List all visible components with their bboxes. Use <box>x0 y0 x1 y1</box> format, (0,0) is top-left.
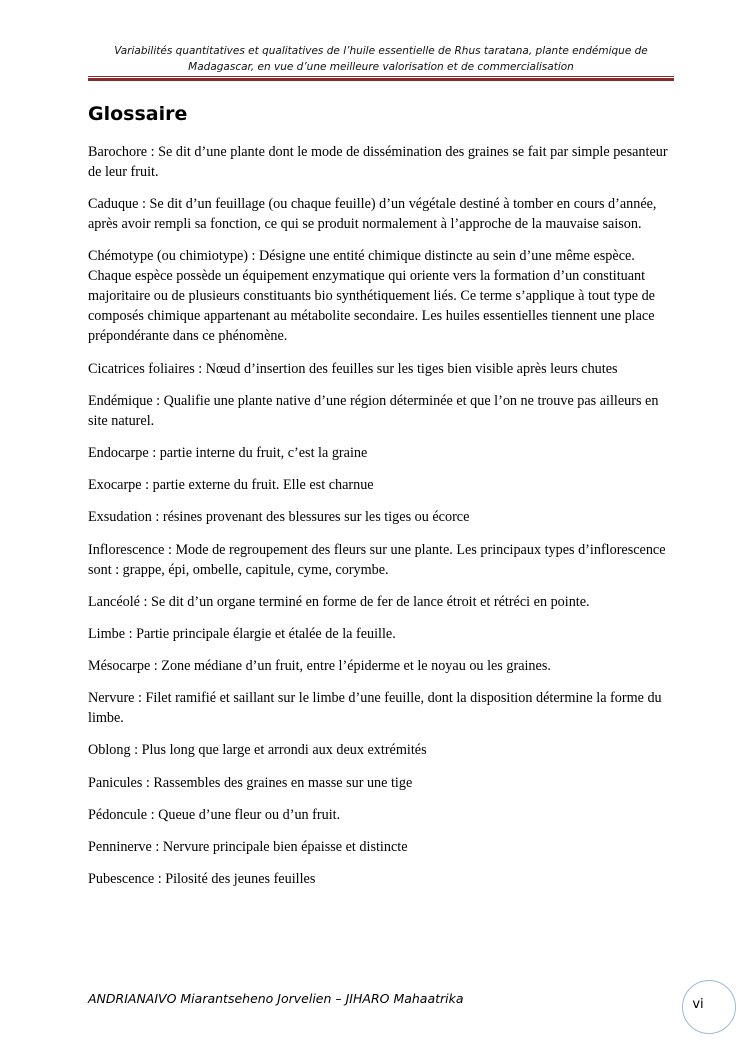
glossary-entry-caduque: Caduque : Se dit d’un feuillage (ou chaque feuille) d’un végétale destiné à tomber en cours d’année, après avoir rempli sa fonction, ce qui se produit normalement à l’approche de la mauvaise saison. <box>88 196 657 233</box>
glossary-entry-endocarpe: Endocarpe : partie interne du fruit, c’est la graine <box>88 444 368 461</box>
glossary-entry-lanceole: Lancéolé : Se dit d’un organe terminé en forme de fer de lance étroit et rétréci en pointe. <box>88 593 590 610</box>
glossary-entry-oblong: Oblong : Plus long que large et arrondi aux deux extrémités <box>88 742 427 759</box>
glossary-entry-barochore: Barochore : Se dit d’une plante dont le mode de dissémination des graines se fait par simple pesanteur de leur fruit. <box>88 144 668 180</box>
page-number: vi <box>692 997 704 1012</box>
header-rule-thin <box>88 76 674 77</box>
glossary-entry-endemique: Endémique : Qualifie une plante native d’une région déterminée et que l’on ne trouve pas ailleurs en site naturel. <box>88 392 659 429</box>
footer-author: ANDRIANAIVO Miarantseheno Jorvelien – JIHARO Mahaatrika <box>88 991 464 1006</box>
glossary-entry-pedoncule: Pédoncule : Queue d’une fleur ou d’un fruit. <box>88 806 341 823</box>
glossary-entry-panicules: Panicules : Rassembles des graines en masse sur une tige <box>88 774 413 791</box>
glossary-entry-exsudation: Exsudation : résines provenant des blessures sur les tiges ou écorce <box>88 509 470 526</box>
header-line-1: Variabilités quantitatives et qualitatives de l’huile essentielle de Rhus taratana, plante endémique de <box>114 45 648 57</box>
glossary-entry-chemotype: Chémotype (ou chimiotype) : Désigne une entité chimique distincte au sein d’une même espèce. Chaque espèce possède un équipement enzymatique qui oriente vers la formation d’un constituant majoritaire ou de plusieurs constituants bio synthétiquement liés. Ce terme s’applique à tout type de composés chimique appartenant au métabolite secondaire. Les huiles essentielles tiennent une place prépondérante dans ce phénomène. <box>88 248 655 345</box>
glossary-entry-nervure: Nervure : Filet ramifié et saillant sur le limbe d’une feuille, dont la disposition détermine la forme du limbe. <box>88 690 662 727</box>
page-title: Glossaire <box>88 103 188 125</box>
header-line-2: Madagascar, en vue d’une meilleure valorisation et de commercialisation <box>188 61 574 73</box>
page-number-badge <box>682 980 736 1034</box>
glossary-entry-mesocarpe: Mésocarpe : Zone médiane d’un fruit, entre l’épiderme et le noyau ou les graines. <box>88 658 551 675</box>
glossary-list <box>88 142 678 901</box>
header-rule-thick <box>88 78 674 81</box>
glossary-entry-cicatrices-foliaires: Cicatrices foliaires : Nœud d’insertion des feuilles sur les tiges bien visible après leurs chutes <box>88 360 618 377</box>
running-header <box>88 43 674 75</box>
glossary-entry-pubescence: Pubescence : Pilosité des jeunes feuilles <box>88 871 316 888</box>
glossary-entry-penninerve: Penninerve : Nervure principale bien épaisse et distincte <box>88 839 408 855</box>
glossary-entry-exocarpe: Exocarpe : partie externe du fruit. Elle est charnue <box>88 477 374 494</box>
glossary-entry-limbe: Limbe : Partie principale élargie et étalée de la feuille. <box>88 625 396 642</box>
glossary-entry-inflorescence: Inflorescence : Mode de regroupement des fleurs sur une plante. Les principaux types d’inflorescence sont : grappe, épi, ombelle, capitule, cyme, corymbe. <box>88 541 666 578</box>
